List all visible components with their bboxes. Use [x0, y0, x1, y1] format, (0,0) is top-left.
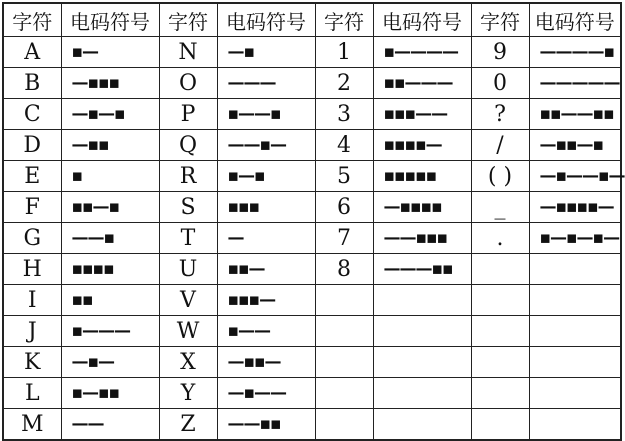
character-cell: 8: [315, 254, 373, 285]
character-cell: /: [471, 130, 529, 161]
morse-code-cell: [529, 347, 621, 378]
character-cell: O: [159, 68, 217, 99]
table-row: [3, 378, 621, 409]
character-cell: 2: [315, 68, 373, 99]
morse-code-cell: [373, 347, 471, 378]
morse-code-cell: —▪▪: [61, 130, 159, 161]
character-cell: ?: [471, 99, 529, 130]
morse-code-cell: ▪▪▪: [217, 192, 315, 223]
morse-code-cell: ▪———: [61, 316, 159, 347]
character-cell: T: [159, 223, 217, 254]
column-header-character: 字符: [471, 3, 529, 37]
morse-code-cell: [373, 285, 471, 316]
column-header-character: 字符: [159, 3, 217, 37]
table-row: [3, 161, 621, 192]
table-row: [3, 316, 621, 347]
character-cell: [471, 347, 529, 378]
morse-code-cell: —▪▪—▪: [529, 130, 621, 161]
table-row: [3, 37, 621, 68]
character-cell: [471, 378, 529, 409]
morse-code-cell: —▪▪—: [217, 347, 315, 378]
character-cell: K: [3, 347, 61, 378]
character-cell: [315, 285, 373, 316]
character-cell: M: [3, 409, 61, 441]
character-cell: 7: [315, 223, 373, 254]
morse-code-cell: —▪——: [217, 378, 315, 409]
morse-code-cell: [529, 254, 621, 285]
column-header-character: 字符: [315, 3, 373, 37]
morse-code-cell: ▪▪▪▪—: [373, 130, 471, 161]
table-row: [3, 285, 621, 316]
character-cell: .: [471, 223, 529, 254]
character-cell: [315, 378, 373, 409]
morse-code-cell: —▪—▪: [61, 99, 159, 130]
morse-code-cell: [529, 316, 621, 347]
morse-code-cell: ▪: [61, 161, 159, 192]
character-cell: P: [159, 99, 217, 130]
character-cell: [471, 316, 529, 347]
morse-code-cell: —▪: [217, 37, 315, 68]
morse-code-cell: ▪▪—: [217, 254, 315, 285]
morse-code-cell: ▪▪——▪▪: [529, 99, 621, 130]
character-cell: I: [3, 285, 61, 316]
morse-code-cell: [529, 285, 621, 316]
morse-code-cell: —————: [529, 68, 621, 99]
morse-code-cell: ▪————: [373, 37, 471, 68]
character-cell: Z: [159, 409, 217, 441]
character-cell: 6: [315, 192, 373, 223]
character-cell: [315, 409, 373, 441]
table-row: [3, 192, 621, 223]
morse-code-cell: ▪——: [217, 316, 315, 347]
character-cell: 3: [315, 99, 373, 130]
morse-code-cell: ▪▪▪——: [373, 99, 471, 130]
morse-code-cell: —▪——▪—: [529, 161, 621, 192]
character-cell: 9: [471, 37, 529, 68]
table-row: [3, 68, 621, 99]
morse-code-cell: —▪▪▪▪: [373, 192, 471, 223]
character-cell: _: [471, 192, 529, 223]
morse-code-cell: ——: [61, 409, 159, 441]
character-cell: B: [3, 68, 61, 99]
morse-code-cell: ———▪▪: [373, 254, 471, 285]
character-cell: 5: [315, 161, 373, 192]
morse-code-cell: ——▪▪▪: [373, 223, 471, 254]
character-cell: 1: [315, 37, 373, 68]
character-cell: 4: [315, 130, 373, 161]
morse-code-cell: [373, 316, 471, 347]
morse-code-cell: ▪▪: [61, 285, 159, 316]
character-cell: R: [159, 161, 217, 192]
morse-code-cell: [373, 409, 471, 441]
character-cell: [471, 254, 529, 285]
column-header-character: 字符: [3, 3, 61, 37]
table-row: [3, 254, 621, 285]
morse-code-table: [2, 2, 625, 441]
morse-code-cell: ▪—▪: [217, 161, 315, 192]
table-row: [3, 409, 621, 441]
character-cell: ( ): [471, 161, 529, 192]
character-cell: F: [3, 192, 61, 223]
morse-code-cell: [529, 409, 621, 441]
table-row: [3, 99, 621, 130]
morse-code-cell: ▪▪▪—: [217, 285, 315, 316]
morse-code-cell: ▪▪▪▪: [61, 254, 159, 285]
character-cell: C: [3, 99, 61, 130]
table-row: [3, 347, 621, 378]
character-cell: [315, 347, 373, 378]
morse-code-cell: —▪▪▪▪—: [529, 192, 621, 223]
morse-code-cell: ——▪: [61, 223, 159, 254]
character-cell: V: [159, 285, 217, 316]
character-cell: U: [159, 254, 217, 285]
morse-code-cell: ———: [217, 68, 315, 99]
morse-code-cell: ——▪▪: [217, 409, 315, 441]
column-header-code: 电码符号: [529, 3, 621, 37]
morse-code-cell: [373, 378, 471, 409]
character-cell: A: [3, 37, 61, 68]
character-cell: Q: [159, 130, 217, 161]
morse-code-cell: ▪—▪▪: [61, 378, 159, 409]
character-cell: L: [3, 378, 61, 409]
character-cell: S: [159, 192, 217, 223]
morse-code-cell: ▪——▪: [217, 99, 315, 130]
morse-code-cell: ————▪: [529, 37, 621, 68]
character-cell: 0: [471, 68, 529, 99]
character-cell: N: [159, 37, 217, 68]
character-cell: [315, 316, 373, 347]
character-cell: H: [3, 254, 61, 285]
character-cell: D: [3, 130, 61, 161]
morse-code-cell: ——▪—: [217, 130, 315, 161]
morse-code-cell: ▪—▪—▪—: [529, 223, 621, 254]
column-header-code: 电码符号: [373, 3, 471, 37]
morse-code-cell: ▪▪▪▪▪: [373, 161, 471, 192]
character-cell: J: [3, 316, 61, 347]
character-cell: E: [3, 161, 61, 192]
morse-code-cell: ▪▪———: [373, 68, 471, 99]
character-cell: [471, 409, 529, 441]
table-row: [3, 130, 621, 161]
table-body: [3, 37, 625, 441]
character-cell: G: [3, 223, 61, 254]
column-header-code: 电码符号: [217, 3, 315, 37]
morse-code-cell: ▪▪—▪: [61, 192, 159, 223]
morse-code-cell: —▪▪▪: [61, 68, 159, 99]
morse-code-cell: —: [217, 223, 315, 254]
character-cell: X: [159, 347, 217, 378]
character-cell: W: [159, 316, 217, 347]
header-row: [3, 3, 621, 37]
column-header-code: 电码符号: [61, 3, 159, 37]
table-row: [3, 223, 621, 254]
character-cell: [471, 285, 529, 316]
morse-code-cell: [529, 378, 621, 409]
morse-code-cell: —▪—: [61, 347, 159, 378]
morse-code-cell: ▪—: [61, 37, 159, 68]
character-cell: Y: [159, 378, 217, 409]
